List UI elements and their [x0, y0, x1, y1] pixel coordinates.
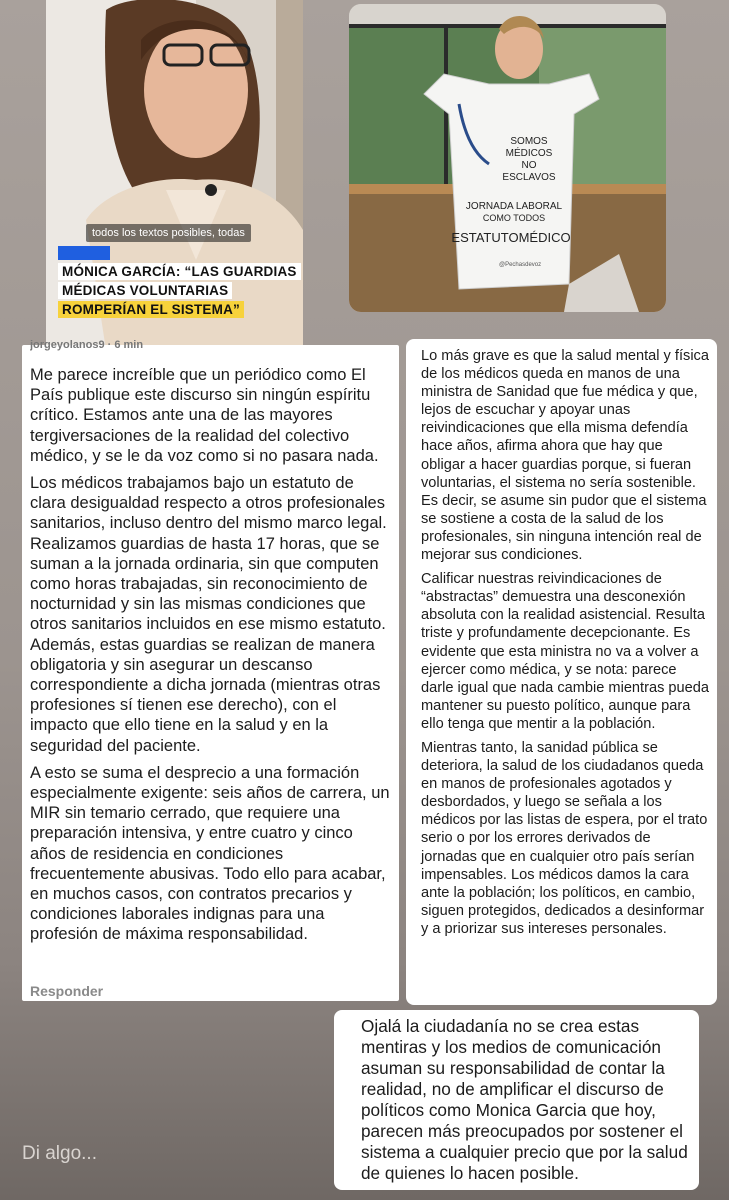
shirt-text-2: MÉDICOS: [505, 148, 553, 159]
comment-card-right: [406, 339, 717, 1005]
story-text-note: [334, 1010, 699, 1190]
headline-line-3: ROMPERÍAN EL SISTEMA”: [58, 301, 244, 318]
comment-paragraph-3: A esto se suma el desprecio a una formación especialmente exigente: seis años de carrera, un MIR sin temario cerrado, que requiere una preparación intensiva, y entre cuatro y cinco años de residencia en condiciones frecuentemente abusivas. Todo ello para acabar, en muchos casos, con contratos precarios y condiciones laborales indignas para una profesión de máxima responsabilidad.: [30, 763, 390, 944]
comment-paragraph-5: Calificar nuestras reivindicaciones de “abstractas” demuestra una desconexión absoluta con la realidad asistencial. Resulta triste y profundamente decepcionante. Es evidente que esta ministra no va a volver a ejercer como médica, y se nota: parece darle igual que nada cambie mientras pueda mantener su puesto político, aunque para ello tenga que mentir a la población.: [421, 571, 710, 732]
photo-watermark: @Pechasdevoz: [499, 262, 542, 268]
shirt-text-7: ESTATUTOMÉDICO: [451, 230, 571, 245]
headline-line-1: MÓNICA GARCÍA: “LAS GUARDIAS: [58, 263, 301, 280]
woman-holding-tshirt-image: [349, 4, 666, 312]
comment-paragraph-2: Los médicos trabajamos bajo un estatuto de clara desigualdad respecto a otros profesionales sanitarios, incluso dentro del mismo marco legal. Realizamos guardias de hasta 17 horas, que se suman a la jornada ordinaria, sin que computen como horas trabajadas, sin reconocimiento de nocturnidad y sin las mismas condiciones que otros sanitarios incluidos en ese mismo estatuto. Además, estas guardias se realizan de manera obligatoria y sin asegurar un descanso correspondiente a dicha jornada (mientras otras profesiones sí tienen ese derecho), con el impacto que ello tiene en la salud y en la seguridad del paciente.: [30, 474, 387, 755]
comment-username: jorgeyolanos9 · 6 min: [30, 339, 144, 351]
headline-line-2: MÉDICAS VOLUNTARIAS: [58, 282, 232, 299]
comment-paragraph-1: Me parece increíble que un periódico como El País publique este discurso sin ningún espíritu crítico. Estamos ante una de las mayores tergiversaciones de la realidad del colectivo médico, y se le da voz como si no pasara nada.: [30, 366, 379, 465]
comment-paragraph-6: Mientras tanto, la sanidad pública se deteriora, la salud de los ciudadanos queda en manos de profesionales agotados y desbordados, y luego se señala a los médicos por las listas de espera, por el trato serio o por los errores derivados de jornadas que en cualquier otro país serían impensables. Los médicos damos la cara ante la población; los políticos, en cambio, siguen protegidos, dedicados a desinformar y a priorizar sus intereses personales.: [421, 739, 708, 937]
video-subtitle: todos los textos posibles, todas: [86, 224, 251, 242]
shirt-text-1: SOMOS: [510, 136, 548, 147]
shirt-text-3: NO: [521, 160, 537, 171]
comment-paragraph-4: Lo más grave es que la salud mental y física de los médicos queda en manos de una ministra de Sanidad que fue médica y que, lejos de escuchar y apoyar unas reivindicaciones que ella misma defendía hace años, afirma ahora que hay que obligar a hacer guardias porque, si fueran voluntarias, el sistema no sería sostenible. Es decir, se asume sin pudor que el sistema se sostiene a costa de la salud de los profesionales, sin ninguna intención real de mejorar sus condiciones.: [421, 348, 709, 564]
note-text: Ojalá la ciudadanía no se crea estas mentiras y los medios de comunicación asuman su responsabilidad de contar la realidad, no de amplificar el discurso de políticos como Monica Garcia que hoy, parecen más preocupados por sostener el sistema a cualquier precio que por la salud de quienes lo hacen posible.: [361, 1016, 688, 1183]
shirt-text-5: JORNADA LABORAL: [465, 201, 563, 212]
comment-card-left: [22, 339, 399, 1001]
story-reply-input[interactable]: Di algo...: [22, 1143, 97, 1164]
shirt-text-4: ESCLAVOS: [502, 172, 556, 183]
shirt-text-6: COMO TODOS: [482, 213, 546, 223]
reply-button[interactable]: Responder: [30, 983, 104, 999]
tshirt-photo: [349, 4, 666, 312]
headline-tag: [58, 246, 110, 260]
